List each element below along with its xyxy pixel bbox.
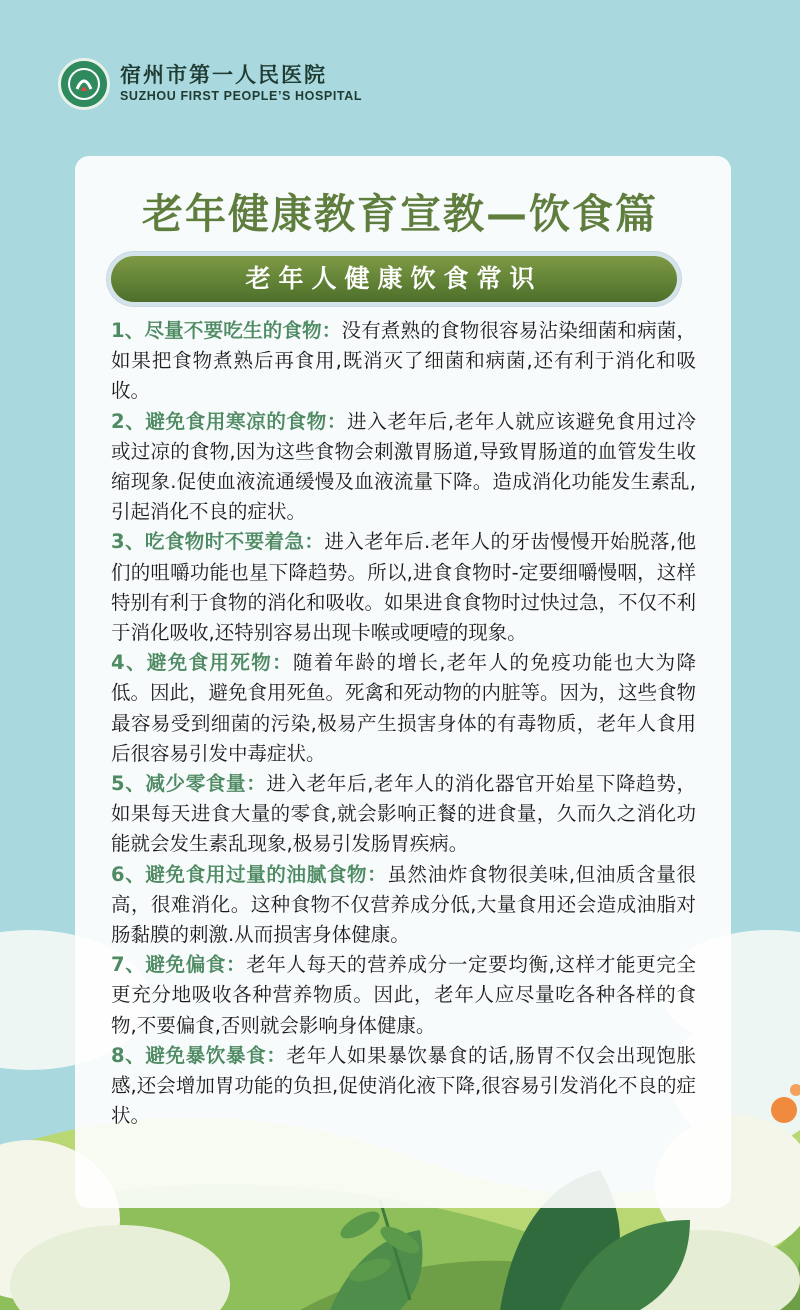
tip-heading: 3、吃食物时不要着急： <box>111 530 325 554</box>
tip-heading: 5、减少零食量： <box>111 772 267 796</box>
hospital-logo <box>58 58 362 110</box>
tip-text: 老年人如果暴饮暴食的话,肠胃不仅会出现饱胀感,还会增加胃功能的负担,促使消化液下降,很容易引发消化不良的症状。 <box>111 1043 697 1128</box>
tip-item-2 <box>111 407 696 528</box>
tip-item-1 <box>111 316 696 407</box>
tip-text: 随着年龄的增长,老年人的免疫功能也大为降低。因此，避免食用死鱼。死禽和死动物的内脏等。因为，这些食物最容易受到细菌的污染,极易产生损害身体的有毒物质，老年人食用后很容易引发中毒症状。 <box>111 651 697 765</box>
tip-heading: 4、避免食用死物： <box>111 651 294 675</box>
tip-text: 没有煮熟的食物很容易沾染细菌和病菌，如果把食物煮熟后再食用,既消灭了细菌和病菌,还有利于消化和吸收。 <box>111 319 696 403</box>
hospital-emblem-icon <box>58 58 110 110</box>
hospital-name-en: SUZHOU FIRST PEOPLE’S HOSPITAL <box>120 89 363 103</box>
tip-text: 进入老年后,老年人的消化器官开始星下降趋势，如果每天进食大量的零食,就会影响正餐的进食量，久而久之消化功能就会发生素乱现象,极易引发肠胃疾病。 <box>111 772 696 856</box>
tips-list <box>111 316 696 1131</box>
tip-item-4 <box>111 648 696 769</box>
tip-heading: 6、避免食用过量的油腻食物： <box>111 862 388 886</box>
tip-text: 虽然油炸食物很美味,但油质含量很高，很难消化。这种食物不仅营养成分低,大量食用还会造成油脂对肠黏膜的刺激.从而损害身体健康。 <box>111 862 696 947</box>
tip-heading: 8、避免暴饮暴食： <box>111 1043 287 1067</box>
tip-heading: 7、避免偏食： <box>111 953 247 977</box>
tip-heading: 2、避免食用寒凉的食物： <box>111 409 348 433</box>
tip-item-3 <box>111 527 696 648</box>
tip-item-5 <box>111 769 696 860</box>
section-banner: 老年人健康饮食常识 <box>111 256 677 302</box>
page-title: 老年健康教育宣教—饮食篇 <box>142 190 658 238</box>
tip-item-6 <box>111 860 696 951</box>
tip-heading: 1、尽量不要吃生的食物： <box>111 319 342 342</box>
tip-text: 进入老年后.老年人的牙齿慢慢开始脱落,他们的咀嚼功能也星下降趋势。所以,进食食物时-定要细嚼慢咽，这样特别有利于食物的消化和吸收。如果进食食物时过快过急，不仅不利于消化吸收,还特别容易出现卡喉或哽噎的现象。 <box>111 530 697 645</box>
tip-item-7 <box>111 950 696 1041</box>
tip-text: 进入老年后,老年人就应该避免食用过冷或过凉的食物,因为这些食物会刺激胃肠道,导致胃肠道的血管发生收缩现象.促使血液流通缓慢及血液流量下降。造成消化功能发生素乱,引起消化不良的症状。 <box>111 409 696 524</box>
hospital-name-cn: 宿州市第一人民医院 <box>120 63 327 87</box>
tip-text: 老年人每天的营养成分一定要均衡,这样才能更完全更充分地吸收各种营养物质。因此，老年人应尽量吃各种各样的食物,不要偏食,否则就会影响身体健康。 <box>111 953 696 1037</box>
tip-item-8 <box>111 1041 696 1132</box>
